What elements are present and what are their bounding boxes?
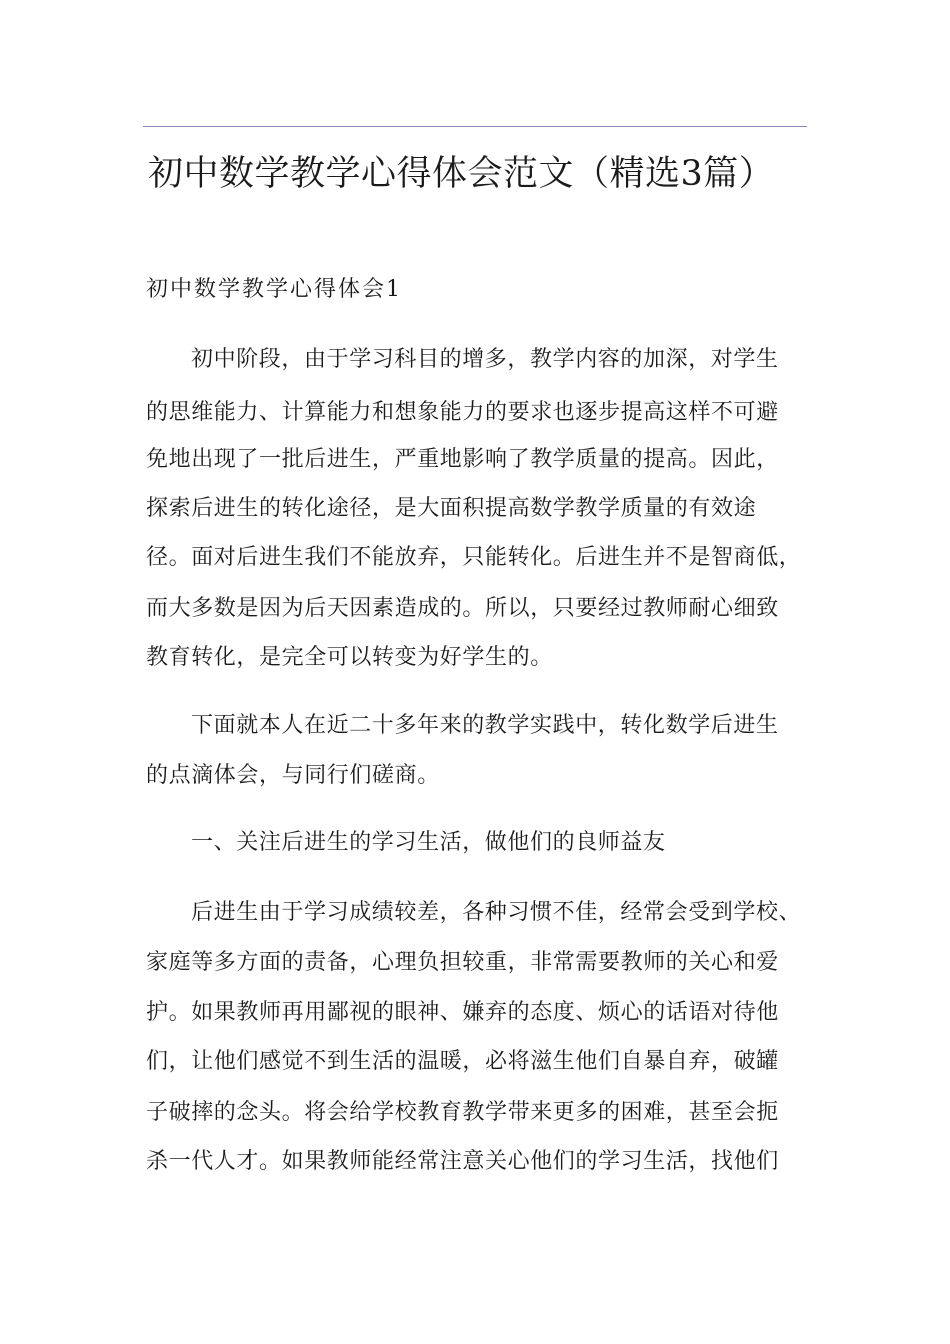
top-rule	[143, 126, 807, 127]
page-title: 初中数学教学心得体会范文（精选3篇）	[148, 154, 775, 194]
paragraph-line: 初中阶段，由于学习科目的增多，教学内容的加深，对学生	[191, 347, 779, 372]
paragraph-line: 护。如果教师再用鄙视的眼神、嫌弃的态度、烦心的话语对待他	[146, 1000, 779, 1025]
section-heading: 初中数学教学心得体会1	[146, 277, 402, 302]
paragraph-line: 家庭等多方面的责备，心理负担较重，非常需要教师的关心和爱	[146, 950, 779, 975]
paragraph-line: 们，让他们感觉不到生活的温暖，必将滋生他们自暴自弃，破罐	[146, 1049, 779, 1074]
paragraph-line: 教育转化，是完全可以转变为好学生的。	[146, 645, 553, 670]
paragraph-line: 而大多数是因为后天因素造成的。所以，只要经过教师耐心细致	[146, 596, 779, 621]
subsection-heading: 一、关注后进生的学习生活，做他们的良师益友	[191, 830, 666, 855]
paragraph-line: 的思维能力、计算能力和想象能力的要求也逐步提高这样不可避	[146, 400, 779, 425]
paragraph-line: 免地出现了一批后进生，严重地影响了教学质量的提高。因此，	[146, 447, 779, 472]
paragraph-line: 探索后进生的转化途径，是大面积提高数学教学质量的有效途	[146, 496, 757, 521]
paragraph-line: 径。面对后进生我们不能放弃，只能转化。后进生并不是智商低，	[146, 545, 802, 570]
paragraph-line: 的点滴体会，与同行们磋商。	[146, 763, 440, 788]
paragraph-line: 下面就本人在近二十多年来的教学实践中，转化数学后进生	[191, 713, 779, 738]
paragraph-line: 子破摔的念头。将会给学校教育教学带来更多的困难，甚至会扼	[146, 1100, 779, 1125]
paragraph-line: 后进生由于学习成绩较差，各种习惯不佳，经常会受到学校、	[191, 900, 802, 925]
paragraph-line: 杀一代人才。如果教师能经常注意关心他们的学习生活，找他们	[146, 1149, 779, 1174]
